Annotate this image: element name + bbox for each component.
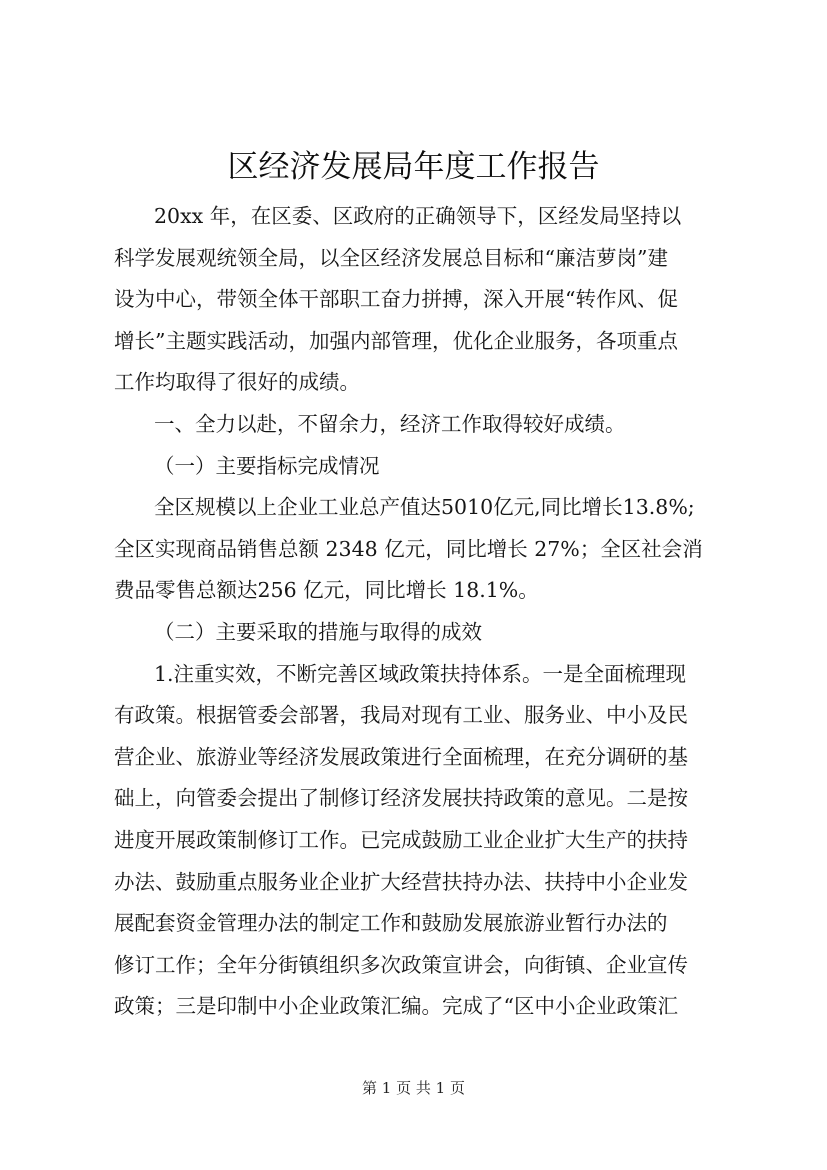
paragraph-line: 办法、鼓励重点服务业企业扩大经营扶持办法、扶持中小企业发 xyxy=(114,869,688,894)
subsection-heading: （二）主要采取的措施与取得的成效 xyxy=(154,619,482,644)
document-title: 区经济发展局年度工作报告 xyxy=(227,149,600,185)
paragraph-line: 全区规模以上企业工业总产值达5010亿元,同比增长13.8%; xyxy=(154,495,695,520)
paragraph-line: 科学发展观统领全局，以全区经济发展总目标和“廉洁萝岗”建 xyxy=(114,245,668,270)
paragraph-line: 展配套资金管理办法的制定工作和鼓励发展旅游业暂行办法的 xyxy=(114,911,668,936)
paragraph-line: 费品零售总额达256 亿元，同比增长 18.1%。 xyxy=(114,578,539,603)
section-heading: 一、全力以赴，不留余力，经济工作取得较好成绩。 xyxy=(154,411,626,436)
paragraph-line: 增长”主题实践活动，加强内部管理，优化企业服务，各项重点 xyxy=(114,328,678,353)
paragraph-line: 营企业、旅游业等经济发展政策进行全面梳理，在充分调研的基 xyxy=(114,744,688,769)
paragraph-line: 有政策。根据管委会部署，我局对现有工业、服务业、中小及民 xyxy=(114,703,688,728)
paragraph-line: 政策；三是印制中小企业政策汇编。完成了“区中小企业政策汇 xyxy=(114,994,678,1019)
paragraph-line: 20xx 年，在区委、区政府的正确领导下，区经发局坚持以 xyxy=(154,204,682,228)
paragraph-line: 工作均取得了很好的成绩。 xyxy=(114,370,360,395)
page-footer: 第 1 页 共 1 页 xyxy=(362,1079,465,1097)
paragraph-line: 设为中心，带领全体干部职工奋力拼搏，深入开展“转作风、促 xyxy=(114,287,678,312)
paragraph-line: 础上，向管委会提出了制修订经济发展扶持政策的意见。二是按 xyxy=(114,786,688,811)
paragraph-line: 修订工作；全年分街镇组织多次政策宣讲会，向街镇、企业宣传 xyxy=(114,952,688,977)
subsection-heading: （一）主要指标完成情况 xyxy=(154,453,380,478)
paragraph-line: 全区实现商品销售总额 2348 亿元，同比增长 27%；全区社会消 xyxy=(114,536,703,561)
document-body xyxy=(114,196,726,1028)
paragraph-line: 1.注重实效，不断完善区域政策扶持体系。一是全面梳理现 xyxy=(154,661,687,686)
paragraph-line: 进度开展政策制修订工作。已完成鼓励工业企业扩大生产的扶持 xyxy=(114,827,688,852)
